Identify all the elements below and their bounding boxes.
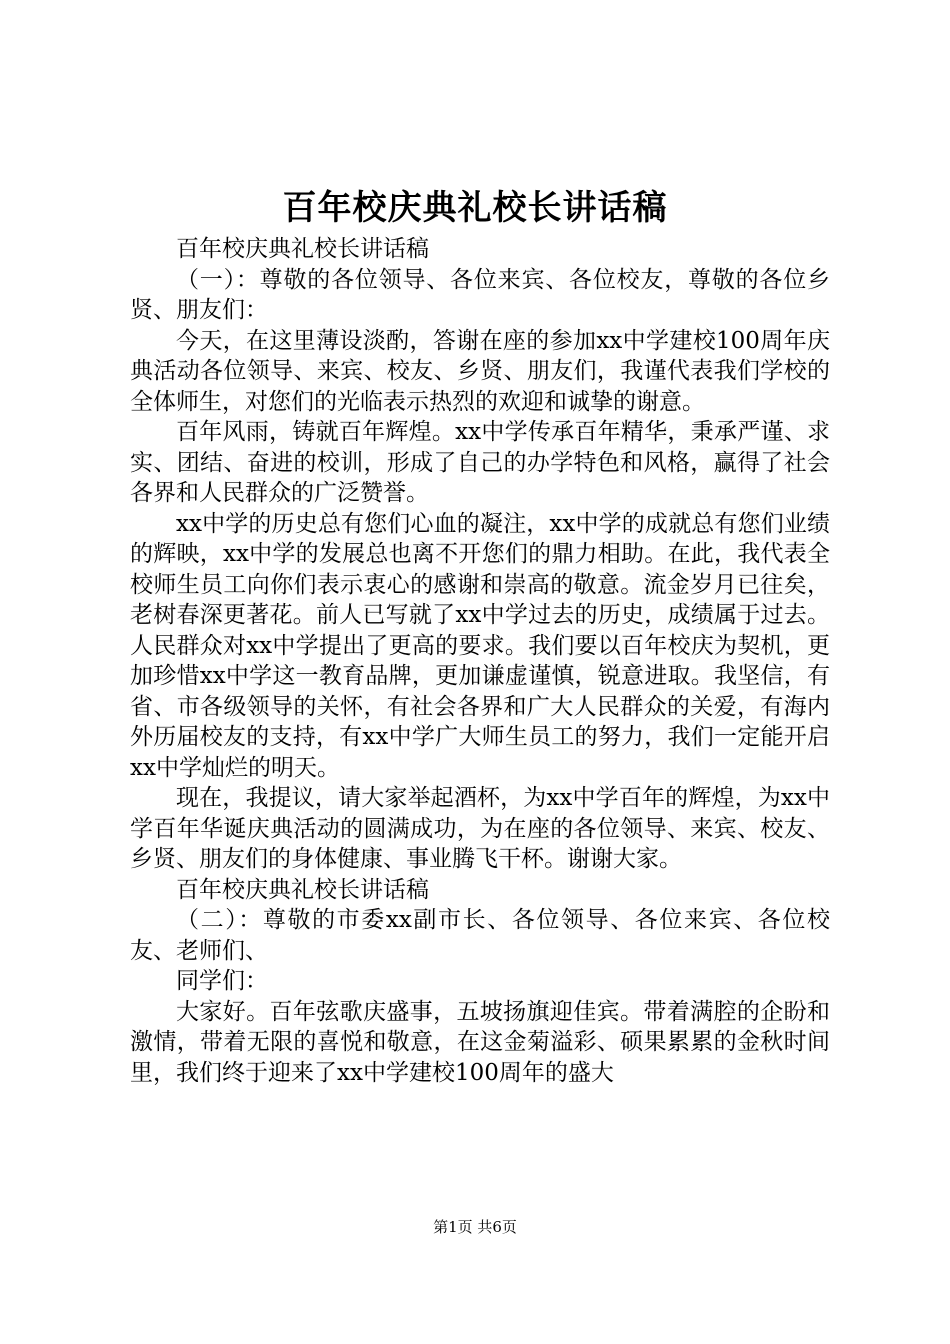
paragraph: 现在，我提议，请大家举起酒杯，为xx中学百年的辉煌，为xx中学百年华诞庆典活动的圆满成功，为在座的各位领导、来宾、校友、乡贤、朋友们的身体健康、事业腾飞干杯。谢谢大家。: [130, 785, 830, 872]
document-body: [130, 234, 830, 1088]
page-number-footer: 第1页 共6页: [433, 1218, 517, 1236]
document-title: 百年校庆典礼校长讲话稿: [282, 188, 668, 228]
paragraph: （二）：尊敬的市委xx副市长、各位领导、各位来宾、各位校友、老师们、: [130, 907, 830, 964]
paragraph: 百年校庆典礼校长讲话稿: [176, 876, 429, 903]
paragraph: 同学们：: [176, 968, 268, 994]
paragraph: 百年风雨，铸就百年辉煌。xx中学传承百年精华，秉承严谨、求实、团结、奋进的校训，形成了自己的办学特色和风格，赢得了社会各界和人民群众的广泛赞誉。: [130, 419, 830, 506]
paragraph: （一）：尊敬的各位领导、各位来宾、各位校友，尊敬的各位乡贤、朋友们：: [130, 266, 830, 323]
paragraph: xx中学的历史总有您们心血的凝注，xx中学的成就总有您们业绩的辉映，xx中学的发展总也离不开您们的鼎力相助。在此，我代表全校师生员工向你们表示衷心的感谢和崇高的敬意。流金岁月已往矣，老树春深更著花。前人已写就了xx中学过去的历史，成绩属于过去。人民群众对xx中学提出了更高的要求。我们要以百年校庆为契机，更加珍惜xx中学这一教育品牌，更加谦虚谨慎，锐意进取。我坚信，有省、市各级领导的关怀，有社会各界和广大人民群众的关爱，有海内外历届校友的支持，有xx中学广大师生员工的努力，我们一定能开启xx中学灿烂的明天。: [130, 510, 830, 781]
paragraph: 今天，在这里薄设淡酌，答谢在座的参加xx中学建校100周年庆典活动各位领导、来宾、校友、乡贤、朋友们，我谨代表我们学校的全体师生，对您们的光临表示热烈的欢迎和诚挚的谢意。: [130, 327, 830, 415]
paragraph: 大家好。百年弦歌庆盛事，五坡扬旗迎佳宾。带着满腔的企盼和激情，带着无限的喜悦和敬意，在这金菊溢彩、硕果累累的金秋时间里，我们终于迎来了xx中学建校100周年的盛大: [130, 998, 830, 1086]
paragraph: 百年校庆典礼校长讲话稿: [176, 236, 429, 262]
